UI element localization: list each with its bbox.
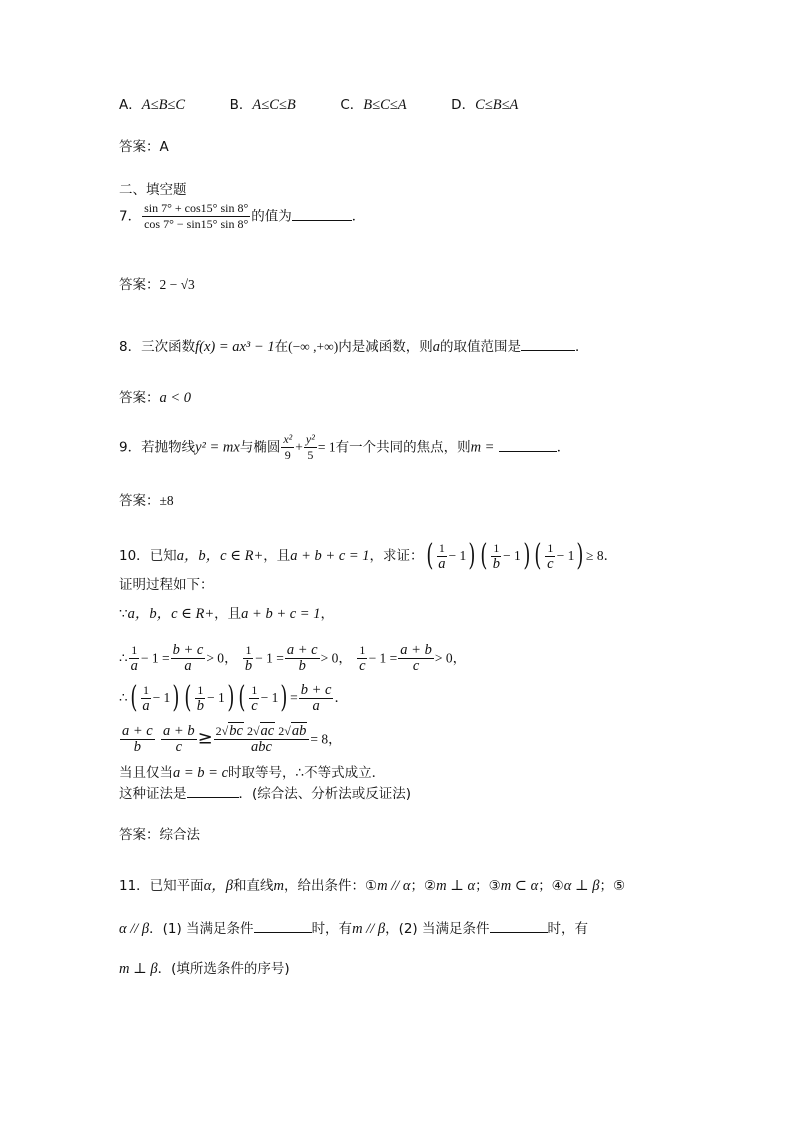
q10-var-c: c bbox=[359, 658, 366, 674]
q11-line-2 bbox=[119, 919, 588, 938]
q10-a-plus-c: a + c bbox=[122, 723, 153, 739]
q11-line2c: ，(2) 当满足条件 bbox=[385, 921, 490, 937]
q10-comma: ， bbox=[328, 731, 342, 748]
q8-number: 8． bbox=[119, 339, 142, 355]
q9-end: ． bbox=[556, 439, 571, 456]
q8-text1: 三次函数 bbox=[141, 339, 196, 355]
q6-options bbox=[119, 96, 518, 114]
q6-option-d-label: D． bbox=[451, 97, 476, 113]
q8-blank bbox=[521, 337, 575, 351]
q11-line2b: 时，有 bbox=[311, 921, 353, 937]
q11-line2a: ．(1) 当满足条件 bbox=[149, 921, 254, 937]
q10-var-a: a bbox=[130, 658, 138, 674]
q10-because-vars: a，b，c ∈ R+ bbox=[127, 606, 215, 622]
q10-var-a: a bbox=[184, 658, 192, 674]
q10-minus1: − 1 = bbox=[255, 650, 284, 666]
q9-text3: 有一个共同的焦点，则 bbox=[335, 439, 471, 456]
q10-blank bbox=[187, 784, 239, 798]
q8-text4: 的取值范围是 bbox=[440, 339, 522, 355]
q8-end: ． bbox=[575, 339, 589, 355]
q10-minus1: − 1 = bbox=[140, 650, 170, 666]
q11-line-1 bbox=[119, 877, 625, 895]
q9-ellipse-x-num: x² bbox=[283, 432, 293, 446]
q10-one: 1 bbox=[251, 682, 258, 697]
q10-two: 2 bbox=[246, 724, 253, 738]
q10-step-2: ∴ ( $\frac{1}{a}$ − 1 ) ( $\frac{1}{b}$ − 1 ) ( $\frac{1}{c}$ − 1 ) = $\frac{b + c}{a}$ ． bbox=[119, 680, 348, 715]
q10-b-plus-c: b + c bbox=[172, 642, 204, 658]
q10-claim-factor-b: ( $\frac{1}{b}$ − 1 ) bbox=[480, 538, 531, 573]
q10-b-plus-c: b + c bbox=[300, 681, 332, 698]
q6-option-b-label: B． bbox=[229, 97, 253, 113]
q10-var-a: a bbox=[438, 555, 446, 572]
q11-cond-2: m ⊥ α bbox=[436, 878, 476, 894]
q7-answer-label: 答案： bbox=[119, 277, 160, 293]
q9-answer bbox=[119, 492, 174, 510]
q7-number: 7． bbox=[119, 208, 142, 225]
q9-ellipse-y-den: 5 bbox=[307, 448, 314, 462]
q10-var-b: b bbox=[492, 555, 500, 572]
q6-option-a: A≤B≤C bbox=[141, 97, 186, 113]
q7-denominator: cos 7° − sin15° sin 8° bbox=[144, 217, 249, 231]
q11-sep-3: ；④ bbox=[538, 878, 564, 894]
q10-var-a: a bbox=[142, 697, 150, 714]
q10-one: 1 bbox=[547, 540, 554, 555]
q11-blank-1 bbox=[254, 919, 312, 933]
q6-option-c-label: C． bbox=[340, 97, 364, 113]
q10-vars: a，b，c ∈ R+ bbox=[176, 548, 264, 564]
q10-one: 1 bbox=[438, 540, 445, 555]
q10-gt0: > 0 bbox=[320, 650, 339, 666]
q11-cond-1: m // α bbox=[377, 878, 411, 894]
q10-sqrt-bc: bc bbox=[229, 723, 243, 739]
q10-text1: 已知 bbox=[149, 548, 177, 564]
q10-because-cond: a + b + c = 1 bbox=[241, 606, 321, 622]
q9-ellipse-y bbox=[304, 433, 317, 462]
q10-var-c: c bbox=[175, 739, 183, 755]
q11-sep-2: ；③ bbox=[475, 878, 501, 894]
q9-answer-expr: ±8 bbox=[159, 493, 174, 508]
q10-a-plus-c: a + c bbox=[286, 642, 318, 658]
q10-var-c: c bbox=[547, 555, 554, 572]
q9-m-eq: m = bbox=[470, 439, 495, 456]
q10-var-b: b bbox=[298, 658, 306, 674]
q10-method bbox=[119, 784, 411, 803]
q10-two: 2 bbox=[215, 724, 222, 738]
q10-var-b: b bbox=[244, 658, 253, 674]
q10-equality-text: 当且仅当 bbox=[119, 765, 173, 781]
q11-result-1: m // β bbox=[352, 921, 386, 937]
q10-var-c: c bbox=[251, 697, 258, 714]
q10-var-b: b bbox=[133, 739, 141, 755]
q10-one: 1 bbox=[359, 643, 366, 657]
q8-var: a bbox=[432, 339, 441, 355]
q9-answer-label: 答案： bbox=[119, 493, 160, 509]
geq-symbol: ≥ bbox=[197, 727, 213, 749]
q10-minus1: − 1 = bbox=[368, 650, 398, 666]
q10-one: 1 bbox=[142, 682, 149, 697]
q10-step-1 bbox=[119, 644, 466, 673]
q8-interval: (−∞ ,+∞) bbox=[288, 339, 339, 354]
q10-eq: = bbox=[290, 690, 298, 705]
q10-end: ． bbox=[603, 548, 618, 564]
q10-sqrt-ab: ab bbox=[291, 723, 307, 739]
q10-condition: a + b + c = 1 bbox=[290, 548, 370, 564]
q8-text2: 在 bbox=[274, 339, 289, 355]
therefore-symbol: ∴ bbox=[119, 650, 128, 666]
q10-because-text: ，且 bbox=[214, 606, 242, 622]
q10-equality-cond: a = b = c bbox=[173, 765, 229, 781]
q10-because-end: ， bbox=[320, 606, 334, 622]
q10-gt0: > 0 bbox=[434, 650, 453, 666]
q10-method-hint: ．(综合法、分析法或反证法) bbox=[238, 786, 412, 802]
q10-step-3: $\frac{a + c}{b}$ $\frac{a + b}{c}$ ≥ $\frac{2√bc 2√ac 2√ab}{\text{abc}}$ = 8， bbox=[122, 723, 342, 755]
q10-one: 1 bbox=[493, 540, 500, 555]
q9-ellipse-x-den: 9 bbox=[284, 448, 291, 462]
q6-answer: 答案：A bbox=[119, 139, 169, 155]
q10-comma: ， bbox=[338, 650, 352, 667]
q6-option-b: A≤C≤B bbox=[252, 97, 296, 113]
q10-number: 10． bbox=[119, 548, 150, 564]
q7-end: ． bbox=[351, 208, 366, 225]
q10-two: 2 bbox=[278, 724, 285, 738]
q9: 9．若抛物线y² = mx与椭圆 $\frac{\text{x²}}{9}$ + $\frac{\text{y²}}{5}$ = 1有一个共同的焦点，则m = ． bbox=[119, 432, 571, 462]
q9-ellipse-x bbox=[281, 433, 294, 462]
q11-sep-4: ；⑤ bbox=[599, 878, 626, 894]
section-title: 二、填空题 bbox=[119, 182, 187, 198]
q10-because bbox=[119, 605, 334, 623]
q8-answer-expr: a < 0 bbox=[159, 390, 192, 406]
q11-line-3 bbox=[119, 960, 290, 978]
because-symbol: ∵ bbox=[119, 606, 128, 621]
q7-answer bbox=[119, 276, 195, 294]
q10-claim-factor-a: ( $\frac{1}{a}$ − 1 ) bbox=[425, 538, 476, 573]
q6-option-c: B≤C≤A bbox=[363, 97, 407, 113]
q7-blank bbox=[292, 207, 352, 221]
q10-equality-text2: 时取等号，∴不等式成立． bbox=[228, 765, 386, 781]
q10-answer: 答案：综合法 bbox=[119, 827, 200, 843]
q10-var-a: a bbox=[312, 697, 320, 714]
q8-answer bbox=[119, 389, 191, 407]
q10-one: 1 bbox=[197, 682, 204, 697]
q11-cond-3: m ⊂ α bbox=[500, 878, 539, 894]
q8 bbox=[119, 337, 589, 356]
q10-period: ． bbox=[334, 690, 348, 706]
q8-text3: 内是减函数，则 bbox=[338, 339, 433, 355]
q10-a-plus-b: a + b bbox=[163, 723, 195, 739]
q10-one: 1 bbox=[131, 643, 138, 657]
q11-alpha-beta: α，β bbox=[203, 878, 234, 894]
therefore-symbol: ∴ bbox=[119, 690, 128, 705]
q10-text3: ，求证： bbox=[369, 548, 424, 564]
q11-m: m bbox=[273, 878, 285, 894]
q9-text1: 若抛物线 bbox=[141, 439, 196, 456]
q10-one: 1 bbox=[245, 643, 252, 657]
q10-proof-intro: 证明过程如下： bbox=[119, 577, 214, 593]
q9-ellipse-rhs: = 1 bbox=[317, 439, 336, 455]
q7-numerator: sin 7° + cos15° sin 8° bbox=[144, 201, 249, 215]
q10-eq8: = 8 bbox=[310, 731, 329, 747]
q9-ellipse-y-num: y² bbox=[305, 432, 315, 446]
q11-blank-2 bbox=[490, 919, 548, 933]
q11-line1b: 和直线 bbox=[233, 878, 274, 894]
q6-option-a-label: A． bbox=[119, 97, 142, 113]
q10-equality bbox=[119, 764, 385, 782]
q11-line1c: ，给出条件：① bbox=[284, 878, 378, 894]
q10-var-b: b bbox=[196, 697, 204, 714]
q10-statement bbox=[119, 538, 618, 573]
q11-line1: 11．已知平面 bbox=[119, 878, 204, 894]
q7-fraction bbox=[142, 202, 250, 231]
q6-option-d: C≤B≤A bbox=[475, 97, 519, 113]
q10-claim-factor-c: ( $\frac{1}{c}$ − 1 ) bbox=[534, 538, 584, 573]
q10-comma: ， bbox=[224, 650, 238, 667]
q11-result-2: m ⊥ β bbox=[119, 961, 158, 977]
q10-text2: ，且 bbox=[263, 548, 291, 564]
q11-line3: ．(填所选条件的序号) bbox=[157, 961, 290, 977]
q10-gt0: > 0 bbox=[206, 650, 225, 666]
q7 bbox=[119, 202, 365, 231]
q8-function: f(x) = ax³ − 1 bbox=[195, 339, 275, 355]
q10-method-text: 这种证法是 bbox=[119, 786, 187, 802]
q11-sep-1: ；② bbox=[410, 878, 437, 894]
q10-a-plus-b: a + b bbox=[400, 642, 432, 658]
q10-var-c: c bbox=[412, 658, 420, 674]
q11-line2d: 时，有 bbox=[547, 921, 588, 937]
q8-answer-label: 答案： bbox=[119, 390, 160, 406]
q10-comma: ， bbox=[452, 650, 467, 667]
q9-parabola: y² = mx bbox=[195, 439, 240, 456]
q7-answer-expr: 2 − √3 bbox=[159, 277, 195, 292]
q10-sqrt-ac: ac bbox=[260, 723, 275, 739]
q9-blank bbox=[499, 438, 557, 452]
q10-abc: abc bbox=[251, 739, 272, 755]
q10-claim-rhs: ≥ 8 bbox=[586, 548, 604, 563]
q9-number: 9． bbox=[119, 439, 142, 456]
q11-cond-4: α ⊥ β bbox=[563, 878, 600, 894]
q11-cond-5: α // β bbox=[119, 921, 150, 937]
q9-text2: 与椭圆 bbox=[239, 439, 281, 456]
q7-suffix: 的值为 bbox=[251, 208, 292, 225]
